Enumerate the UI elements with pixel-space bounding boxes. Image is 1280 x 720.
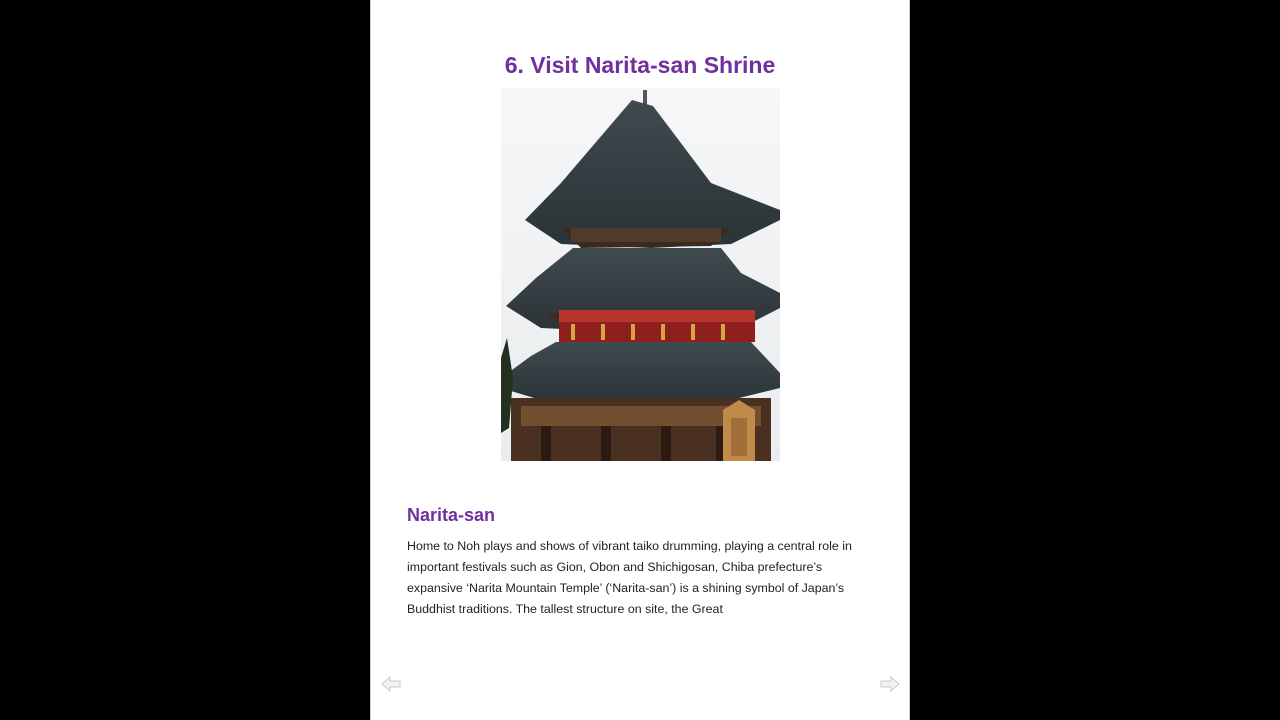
document-page: [370, 0, 910, 720]
pagoda-photo: [501, 88, 780, 461]
pagoda-illustration: [501, 88, 780, 461]
arrow-right-icon[interactable]: [880, 676, 900, 692]
section-heading: Narita-san: [407, 505, 496, 525]
arrow-left-icon[interactable]: [381, 676, 401, 692]
page-title: 6. Visit Narita-san Shrine: [504, 52, 776, 78]
body-paragraph: Home to Noh plays and shows of vibrant taiko drumming, playing a central role in important festivals such as Gion, Obon and Shichigosan, Chiba prefecture’s expansive ‘Narita Mountain Temple’ (‘Narita-san’) is a shining symbol of Japan’s Buddhist traditions. The tallest structure on site, the Great: [407, 539, 852, 616]
